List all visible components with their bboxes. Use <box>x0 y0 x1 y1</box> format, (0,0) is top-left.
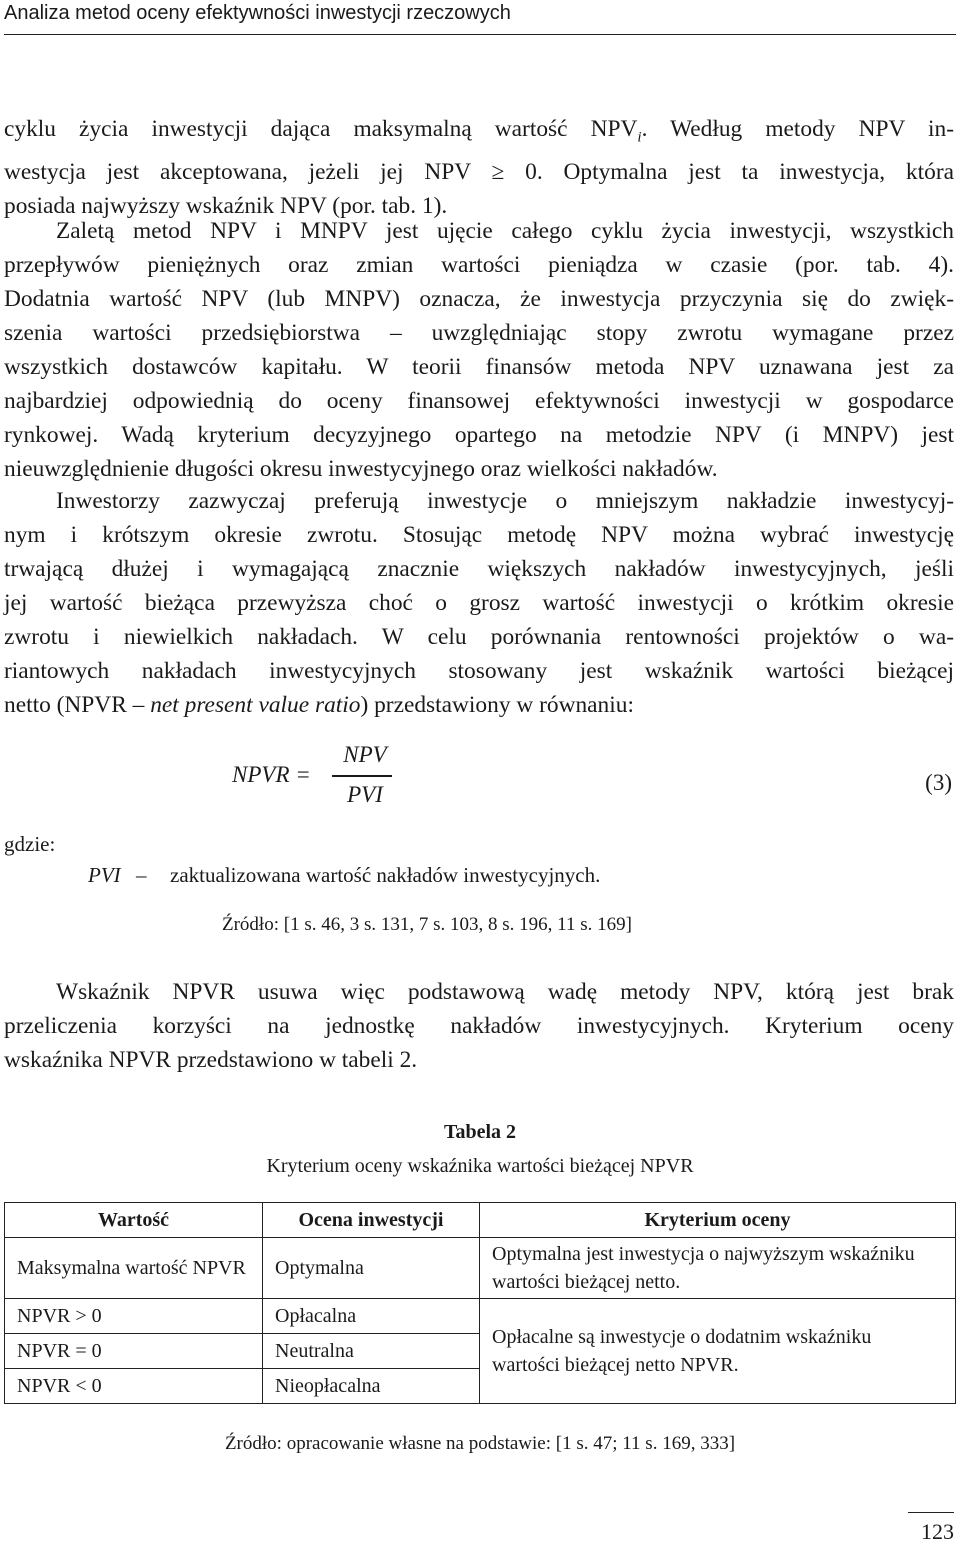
definition-text: zaktualizowana wartość nakładów inwestycyjnych. <box>170 863 601 887</box>
page-number: 123 <box>908 1512 954 1545</box>
paragraph-4-line: przeliczenia korzyści na jednostkę nakładów inwestycyjnych. Kryterium oceny <box>4 1013 954 1039</box>
paragraph-3-last-line <box>4 688 954 722</box>
paragraph-2-line: rynkowej. Wadą kryterium decyzyjnego opartego na metodzie NPV (i MNPV) jest <box>4 422 954 448</box>
fraction-bar <box>332 775 392 777</box>
cell-assessment: Opłacalna <box>263 1299 480 1334</box>
paragraph-3-line: nym i krótszym okresie zwrotu. Stosując metodę NPV można wybrać inwestycję <box>4 522 954 548</box>
paragraph-4-line: wskaźnika NPVR przedstawiono w tabeli 2. <box>4 1047 418 1073</box>
criteria-table <box>4 1202 956 1404</box>
paragraph-4 <box>4 975 954 1077</box>
paragraph-3 <box>4 484 954 722</box>
cell-assessment: Optymalna <box>263 1238 480 1299</box>
paragraph-2-line: Dodatnia wartość NPV (lub MNPV) oznacza, że inwestycja przyczynia się do zwięk- <box>4 286 954 312</box>
paragraph-4-line: Wskaźnik NPVR usuwa więc podstawową wadę metody NPV, którą jest brak <box>56 979 954 1005</box>
header-criterion: Kryterium oceny <box>480 1203 956 1238</box>
cell-value: NPVR > 0 <box>5 1299 263 1334</box>
paragraph-2-line: szenia wartości przedsiębiorstwa – uwzględniając stopy zwrotu wymagane przez <box>4 320 954 346</box>
equation-numerator: NPV <box>343 742 387 767</box>
cell-assessment: Nieopłacalna <box>263 1369 480 1404</box>
paragraph-3-last-after: ) przedstawiony w równaniu: <box>360 692 634 718</box>
cell-assessment: Neutralna <box>263 1334 480 1369</box>
paragraph-3-last-italic: net present value ratio <box>150 692 361 718</box>
paragraph-3-line: trwającą dłużej i wymagającą znacznie większych nakładów inwestycyjnych, jeśli <box>4 556 954 582</box>
equation-npvr <box>232 742 432 812</box>
paragraph-1 <box>4 112 954 223</box>
definition-dash: – <box>136 863 147 887</box>
cell-criterion: Optymalna jest inwestycja o najwyższym wskaźniku wartości bieżącej netto. <box>480 1238 956 1299</box>
paragraph-1-line: cyklu życia inwestycji dająca maksymalną wartość $NPV_i$. Według metody NPV in- <box>4 116 954 146</box>
cell-value: NPVR < 0 <box>5 1369 263 1404</box>
paragraph-3-line: riantowych nakładach inwestycyjnych stosowany jest wskaźnik wartości bieżącej <box>4 658 954 684</box>
paragraph-1-line: westycja jest akceptowana, jeżeli jej NPV ≥ 0. Optymalna jest ta inwestycja, która <box>4 158 954 185</box>
paragraph-2-line: nieuwzględnienie długości okresu inwestycyjnego oraz wielkości nakładów. <box>4 456 718 482</box>
definition-row <box>88 863 600 888</box>
paragraph-3-line: zwrotu i niewielkich nakładach. W celu porównania rentowności projektów o wa- <box>4 624 954 650</box>
paragraph-3-line: jej wartość bieżąca przewyższa choć o grosz wartość inwestycji o krótkim okresie <box>4 590 954 616</box>
running-header <box>4 0 956 35</box>
paragraph-2 <box>4 214 954 486</box>
equation-denominator: PVI <box>347 782 383 807</box>
running-header-title: Analiza metod oceny efektywności inwestycji rzeczowych <box>4 2 511 24</box>
table-subtitle: Kryterium oceny wskaźnika wartości bieżącej NPVR <box>266 1155 694 1177</box>
paragraph-2-line: Zaletą metod NPV i MNPV jest ujęcie całego cyklu życia inwestycji, wszystkich <box>56 218 954 244</box>
cell-value: Maksymalna wartość NPVR <box>5 1238 263 1299</box>
table-source: Źródło: opracowanie własne na podstawie: [1 s. 47; 11 s. 169, 333] <box>224 1433 736 1454</box>
definition-symbol: PVI <box>88 863 121 887</box>
paragraph-1-line: posiada najwyższy wskaźnik NPV (por. tab. 1). <box>4 192 448 219</box>
cell-criterion: Opłacalne są inwestycje o dodatnim wskaźniku wartości bieżącej netto NPVR. <box>480 1299 956 1404</box>
table-row <box>5 1238 956 1299</box>
header-value: Wartość <box>5 1203 263 1238</box>
equation-source: Źródło: [1 s. 46, 3 s. 131, 7 s. 103, 8 s. 196, 11 s. 169] <box>222 914 632 935</box>
equation-number: (3) <box>925 770 952 795</box>
table-row <box>5 1299 956 1334</box>
where-label: gdzie: <box>4 832 56 856</box>
equation-lhs: NPVR = <box>232 762 311 787</box>
cell-value: NPVR = 0 <box>5 1334 263 1369</box>
paragraph-2-line: wszystkich dostawców kapitału. W teorii finansów metoda NPV uznawana jest za <box>4 354 954 380</box>
paragraph-3-line: Inwestorzy zazwyczaj preferują inwestycje o mniejszym nakładzie inwestycyj- <box>56 488 954 514</box>
table-title: Tabela 2 <box>443 1121 517 1143</box>
header-assessment: Ocena inwestycji <box>263 1203 480 1238</box>
paragraph-3-last-before: netto (NPVR – <box>4 692 151 718</box>
paragraph-2-line: przepływów pieniężnych oraz zmian wartości pieniądza w czasie (por. tab. 4). <box>4 252 954 278</box>
paragraph-2-line: najbardziej odpowiednią do oceny finansowej efektywności inwestycji w gospodarce <box>4 388 954 414</box>
table-header-row <box>5 1203 956 1238</box>
